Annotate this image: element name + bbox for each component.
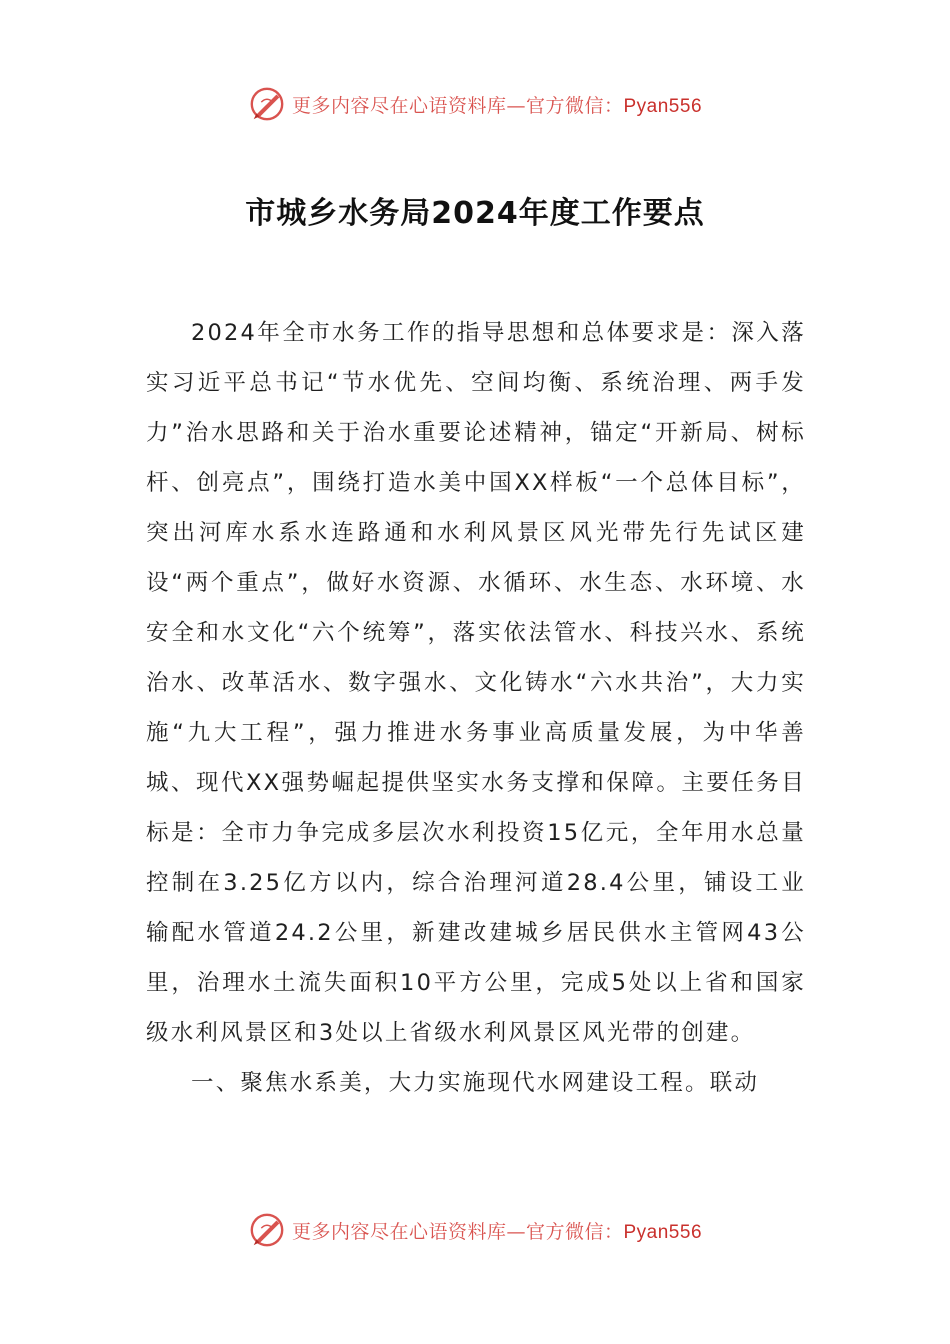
- footer-wechat-id: Pyan556: [623, 1221, 703, 1243]
- footer-watermark-banner: [0, 1208, 950, 1252]
- pen-logo-icon: [248, 85, 286, 123]
- header-banner-text: [292, 91, 702, 118]
- header-wechat-id: Pyan556: [623, 95, 703, 117]
- footer-banner-text: [292, 1217, 702, 1244]
- header-banner-label: 更多内容尽在心语资料库—官方微信：: [291, 94, 624, 117]
- document-title: 市城乡水务局2024年度工作要点: [245, 196, 705, 232]
- body-paragraph-2: 一、聚焦水系美，大力实施现代水网建设工程。联动: [191, 1070, 760, 1096]
- document-body: [146, 308, 806, 1108]
- footer-banner-label: 更多内容尽在心语资料库—官方微信：: [291, 1220, 624, 1243]
- header-watermark-banner: [0, 82, 950, 126]
- pen-logo-icon: [248, 1211, 286, 1249]
- body-paragraph-1: 2024年全市水务工作的指导思想和总体要求是：深入落实习近平总书记“节水优先、空间均衡、系统治理、两手发力”治水思路和关于治水重要论述精神，锚定“开新局、树标杆、创亮点”，围绕打造水美中国XX样板“一个总体目标”，突出河库水系水连路通和水利风景区风光带先行先试区建设“两个重点”，做好水资源、水循环、水生态、水环境、水安全和水文化“六个统筹”，落实依法管水、科技兴水、系统治水、改革活水、数字强水、文化铸水“六水共治”，大力实施“九大工程”，强力推进水务事业高质量发展，为中华善城、现代XX强势崛起提供坚实水务支撑和保障。主要任务目标是：全市力争完成多层次水利投资15亿元，全年用水总量控制在3.25亿方以内，综合治理河道28.4公里，铺设工业输配水管道24.2公里，新建改建城乡居民供水主管网43公里，治理水土流失面积10平方公里，完成5处以上省和国家级水利风景区和3处以上省级水利风景区风光带的创建。: [146, 320, 806, 1046]
